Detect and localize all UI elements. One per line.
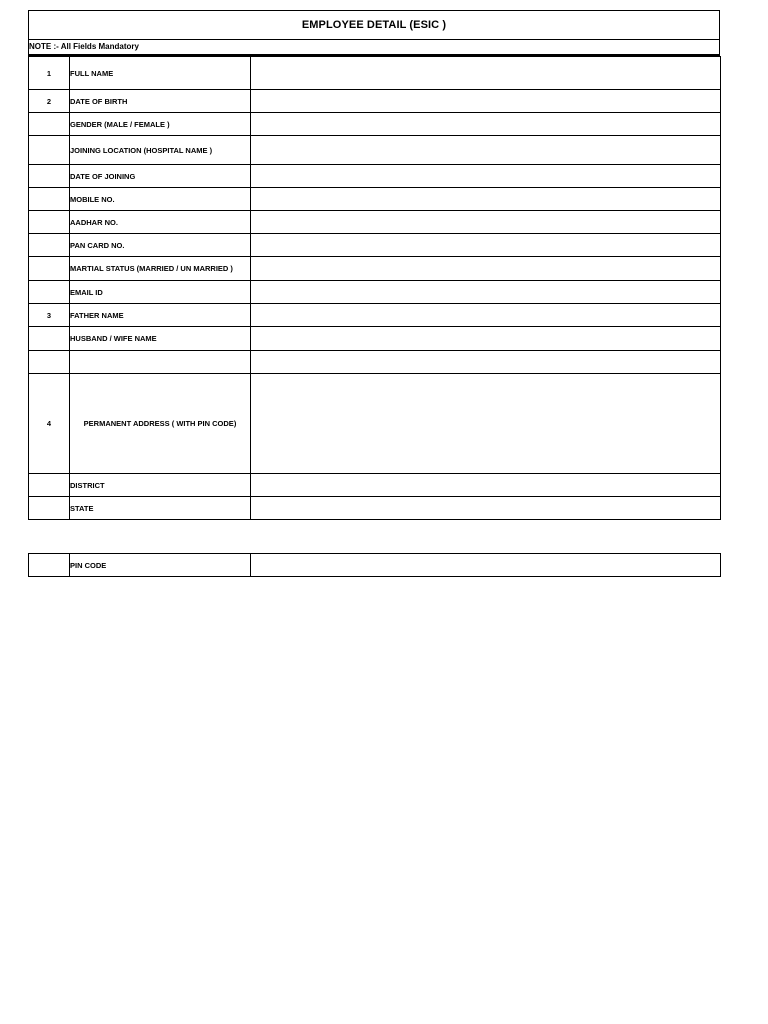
full-name-input[interactable] — [251, 57, 721, 90]
row-aadhar-no — [29, 211, 721, 234]
blank-input[interactable] — [251, 351, 721, 374]
row-number: 1 — [29, 57, 70, 90]
row-number: 3 — [29, 304, 70, 327]
mandatory-note: NOTE :- All Fields Mandatory — [28, 40, 720, 56]
row-joining-location — [29, 136, 721, 165]
husband-wife-name-input[interactable] — [251, 327, 721, 351]
gender-input[interactable] — [251, 113, 721, 136]
date-of-joining-input[interactable] — [251, 165, 721, 188]
row-number — [29, 211, 70, 234]
form-title: EMPLOYEE DETAIL (ESIC ) — [28, 10, 720, 40]
row-number — [29, 474, 70, 497]
field-label-father-name: FATHER NAME — [70, 304, 251, 327]
row-full-name — [29, 57, 721, 90]
row-number — [29, 136, 70, 165]
employee-detail-table — [28, 56, 721, 520]
field-label-mobile-no: MOBILE NO. — [70, 188, 251, 211]
permanent-address-input[interactable] — [251, 374, 721, 474]
joining-location-input[interactable] — [251, 136, 721, 165]
row-date-of-birth — [29, 90, 721, 113]
state-input[interactable] — [251, 497, 721, 520]
row-blank — [29, 351, 721, 374]
field-label-husband-wife-name: HUSBAND / WIFE NAME — [70, 327, 251, 351]
field-label-permanent-address: PERMANENT ADDRESS ( WITH PIN CODE) — [70, 374, 251, 474]
row-number — [29, 188, 70, 211]
field-label-blank — [70, 351, 251, 374]
father-name-input[interactable] — [251, 304, 721, 327]
row-state — [29, 497, 721, 520]
pin-code-table — [28, 553, 721, 577]
field-label-gender: GENDER (MALE / FEMALE ) — [70, 113, 251, 136]
row-number — [29, 554, 70, 577]
field-label-full-name: FULL NAME — [70, 57, 251, 90]
mobile-no-input[interactable] — [251, 188, 721, 211]
row-number — [29, 257, 70, 281]
field-label-date-of-birth: DATE OF BIRTH — [70, 90, 251, 113]
row-mobile-no — [29, 188, 721, 211]
row-number — [29, 351, 70, 374]
field-label-pan-card-no: PAN CARD NO. — [70, 234, 251, 257]
email-id-input[interactable] — [251, 281, 721, 304]
martial-status-input[interactable] — [251, 257, 721, 281]
row-pin-code — [29, 554, 721, 577]
field-label-pin-code: PIN CODE — [70, 554, 251, 577]
row-father-name — [29, 304, 721, 327]
field-label-martial-status: MARTIAL STATUS (MARRIED / UN MARRIED ) — [70, 257, 251, 281]
row-husband-wife-name — [29, 327, 721, 351]
field-label-district: DISTRICT — [70, 474, 251, 497]
row-number — [29, 113, 70, 136]
field-label-aadhar-no: AADHAR NO. — [70, 211, 251, 234]
field-label-date-of-joining: DATE OF JOINING — [70, 165, 251, 188]
row-district — [29, 474, 721, 497]
row-number — [29, 327, 70, 351]
row-email-id — [29, 281, 721, 304]
field-label-email-id: EMAIL ID — [70, 281, 251, 304]
pan-card-no-input[interactable] — [251, 234, 721, 257]
district-input[interactable] — [251, 474, 721, 497]
row-number — [29, 281, 70, 304]
date-of-birth-input[interactable] — [251, 90, 721, 113]
row-number — [29, 234, 70, 257]
row-martial-status — [29, 257, 721, 281]
row-number: 4 — [29, 374, 70, 474]
row-gender — [29, 113, 721, 136]
row-number: 2 — [29, 90, 70, 113]
row-number — [29, 497, 70, 520]
row-permanent-address — [29, 374, 721, 474]
field-label-joining-location: JOINING LOCATION (HOSPITAL NAME ) — [70, 136, 251, 165]
field-label-state: STATE — [70, 497, 251, 520]
row-pan-card-no — [29, 234, 721, 257]
aadhar-no-input[interactable] — [251, 211, 721, 234]
row-number — [29, 165, 70, 188]
row-date-of-joining — [29, 165, 721, 188]
pin-code-input[interactable] — [251, 554, 721, 577]
